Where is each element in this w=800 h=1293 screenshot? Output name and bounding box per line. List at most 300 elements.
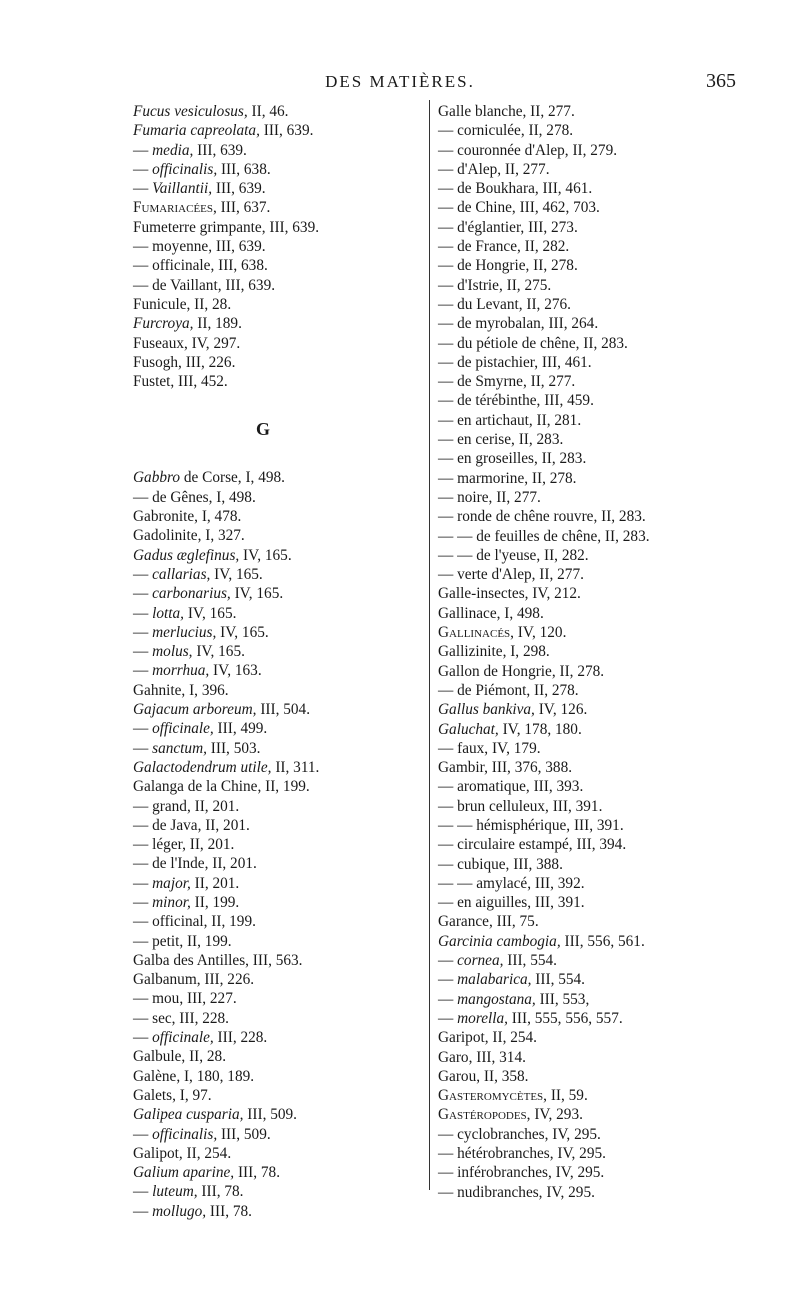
index-entry — [438, 893, 738, 912]
entry-rest: Garo, III, 314. — [438, 1048, 526, 1066]
entry-rest: III, 554. — [503, 952, 557, 970]
entry-rest: II, 311. — [271, 758, 320, 776]
entry-rest: officinale, III, 638. — [152, 257, 268, 275]
entry-lead: — — [133, 488, 153, 506]
entry-emph: Furcroya, — [133, 315, 194, 333]
entry-emph: malabarica, — [457, 971, 532, 989]
entry-lead: — — [133, 276, 153, 294]
entry-rest: IV, 120. — [513, 624, 567, 642]
index-entry — [438, 681, 738, 700]
index-entry — [133, 160, 423, 179]
entry-emph: cornea, — [457, 952, 504, 970]
entry-rest: de Boukhara, III, 461. — [457, 180, 593, 198]
index-entry — [133, 777, 423, 796]
index-entry — [133, 661, 423, 680]
entry-rest: Gabronite, I, 478. — [133, 508, 242, 526]
entry-lead: — — [438, 1125, 458, 1143]
entry-rest: III, 78. — [234, 1164, 281, 1182]
entry-lead: — — [438, 450, 458, 468]
entry-lead: — — — [438, 546, 477, 564]
entry-emph: Garcinia cambogia, — [438, 932, 561, 950]
index-entry — [438, 469, 738, 488]
index-entry — [438, 797, 738, 816]
entry-lead: — — [438, 566, 458, 584]
entry-lead: — — [133, 990, 153, 1008]
index-entry — [438, 218, 738, 237]
index-entry — [438, 488, 738, 507]
index-entry — [133, 970, 423, 989]
index-entry — [438, 527, 738, 546]
index-entry — [438, 835, 738, 854]
entry-lead: — — [438, 392, 458, 410]
index-entry — [438, 160, 738, 179]
entry-lead: — — [133, 180, 153, 198]
entry-lead: — — [133, 816, 153, 834]
entry-rest: Galanga de la Chine, II, 199. — [133, 778, 310, 796]
index-entry — [133, 989, 423, 1008]
index-entry — [438, 758, 738, 777]
index-entry — [133, 1125, 423, 1144]
index-entry — [133, 1047, 423, 1066]
entry-lead: — — [438, 353, 458, 371]
entry-rest: Funicule, II, 28. — [133, 295, 232, 313]
entry-rest: III, 554. — [531, 971, 586, 989]
index-entry — [438, 353, 738, 372]
entry-emph: carbonarius, — [152, 585, 231, 603]
entry-rest: de l'yeuse, II, 282. — [476, 546, 589, 564]
index-entry — [133, 642, 423, 661]
entry-rest: II, 201. — [190, 874, 240, 892]
index-entry — [133, 468, 423, 487]
entry-lead: — — [438, 160, 458, 178]
index-entry — [438, 430, 738, 449]
index-entry — [133, 874, 423, 893]
entry-rest: Galipot, II, 254. — [133, 1144, 232, 1162]
index-entry — [438, 662, 738, 681]
index-entry — [438, 1067, 738, 1086]
page-number: 365 — [706, 70, 736, 92]
entry-emph: morrhua, — [152, 662, 210, 680]
entry-rest: en aiguilles, III, 391. — [457, 894, 585, 912]
index-entry — [438, 179, 738, 198]
entry-rest: Galle blanche, II, 277. — [438, 103, 575, 120]
index-entry — [438, 874, 738, 893]
index-column-left — [133, 102, 423, 1221]
index-entry — [133, 1009, 423, 1028]
index-entry — [133, 719, 423, 738]
entry-rest: III, 638. — [217, 160, 271, 178]
entry-lead: — — [133, 160, 153, 178]
index-entry — [438, 777, 738, 796]
index-entry — [133, 1067, 423, 1086]
entry-emph: Gabbro — [133, 469, 181, 487]
entry-lead: — — — [438, 527, 477, 545]
page-header — [0, 72, 800, 96]
index-entry — [438, 1086, 738, 1105]
index-entry — [133, 893, 423, 912]
entry-rest: Gambir, III, 376, 388. — [438, 759, 573, 777]
entry-lead: — — [133, 585, 153, 603]
entry-lead: — — [438, 1145, 458, 1163]
entry-lead: — — [438, 778, 458, 796]
entry-lead: — — [133, 238, 153, 256]
entry-rest: III, 637. — [216, 199, 271, 217]
entry-rest: officinal, II, 199. — [152, 913, 256, 931]
entry-lead: — — [133, 1029, 153, 1047]
index-entry — [438, 816, 738, 835]
entry-rest: IV, 165. — [230, 585, 284, 603]
index-entry — [133, 1086, 423, 1105]
entry-lead: — — [438, 218, 458, 236]
index-entry — [438, 1009, 738, 1028]
index-entry — [133, 218, 423, 237]
entry-rest: inférobranches, IV, 295. — [457, 1164, 605, 1182]
index-entry — [438, 970, 738, 989]
entry-lead: — — [438, 122, 458, 140]
index-entry — [133, 816, 423, 835]
index-entry — [133, 623, 423, 642]
entry-rest: Gallinace, I, 498. — [438, 604, 544, 622]
entry-rest: de Chine, III, 462, 703. — [457, 199, 600, 217]
entry-rest: de Smyrne, II, 277. — [457, 373, 576, 391]
index-entry — [438, 720, 738, 739]
entry-lead: — — [133, 1202, 153, 1220]
running-title: DES MATIÈRES. — [325, 72, 475, 91]
entry-emph: Gajacum arboreum, — [133, 701, 257, 719]
entry-rest: III, 639. — [259, 122, 314, 140]
entry-emph: officinalis, — [152, 1125, 218, 1143]
entry-rest: cubique, III, 388. — [457, 855, 563, 873]
index-entry — [438, 411, 738, 430]
entry-rest: Galets, I, 97. — [133, 1086, 212, 1104]
entry-lead: — — [438, 488, 458, 506]
entry-lead: — — [438, 180, 458, 198]
index-entry — [133, 1105, 423, 1124]
index-entry — [133, 276, 423, 295]
entry-emph: minor, — [152, 893, 191, 911]
index-entry — [438, 276, 738, 295]
entry-rest: III, 504. — [256, 701, 311, 719]
entry-lead: — — [438, 469, 458, 487]
entry-lead: — — [438, 739, 458, 757]
entry-rest: de Corse, I, 498. — [180, 469, 285, 487]
index-entry — [438, 642, 738, 661]
index-entry — [133, 198, 423, 217]
entry-rest: III, 509. — [243, 1106, 298, 1124]
index-entry — [133, 334, 423, 353]
entry-emph: Galactodendrum utile, — [133, 758, 272, 776]
index-entry — [438, 334, 738, 353]
entry-emph: major, — [152, 874, 191, 892]
index-entry — [438, 449, 738, 468]
entry-lead: — — [438, 276, 458, 294]
entry-lead: — — [133, 836, 153, 854]
index-entry — [133, 353, 423, 372]
index-entry — [438, 1183, 738, 1202]
entry-lead: — — [438, 238, 458, 256]
entry-rest: de Gênes, I, 498. — [152, 488, 256, 506]
entry-rest: Garance, III, 75. — [438, 913, 539, 931]
entry-rest: Fustet, III, 452. — [133, 373, 228, 391]
index-entry — [438, 951, 738, 970]
index-entry — [133, 488, 423, 507]
entry-lead: — — [133, 1183, 153, 1201]
entry-lead: — — [438, 836, 458, 854]
entry-rest: d'églantier, III, 273. — [457, 218, 578, 236]
entry-rest: de l'Inde, II, 201. — [152, 855, 257, 873]
entry-lead: — — [438, 681, 458, 699]
index-entry — [438, 372, 738, 391]
entry-rest: Fumeterre grimpante, III, 639. — [133, 218, 320, 236]
entry-rest: hémisphérique, III, 391. — [476, 816, 624, 834]
index-entry — [133, 700, 423, 719]
index-column-right — [438, 102, 738, 1202]
index-entry — [133, 526, 423, 545]
entry-rest: de feuilles de chêne, II, 283. — [476, 527, 650, 545]
entry-lead: — — [438, 295, 458, 313]
entry-rest: ronde de chêne rouvre, II, 283. — [457, 508, 646, 526]
entry-rest: IV, 163. — [209, 662, 262, 680]
entry-emph: Galuchat, — [438, 720, 499, 738]
entry-lead: — — [438, 199, 458, 217]
entry-lead: — — [133, 1009, 153, 1027]
entry-rest: IV, 165. — [239, 546, 292, 564]
entry-emph: lotta, — [152, 604, 184, 622]
entry-rest: II, 46. — [247, 103, 289, 120]
entry-rest: corniculée, II, 278. — [457, 122, 574, 140]
entry-rest: en artichaut, II, 281. — [457, 411, 582, 429]
entry-lead: — — [133, 720, 153, 738]
entry-lead: — — — [438, 874, 477, 892]
entry-rest: III, 639. — [212, 180, 266, 198]
entry-emph: officinale, — [152, 1029, 214, 1047]
entry-rest: Galbule, II, 28. — [133, 1048, 227, 1066]
entry-rest: petit, II, 199. — [152, 932, 232, 950]
index-entry — [438, 546, 738, 565]
entry-rest: IV, 165. — [216, 623, 269, 641]
index-entry — [438, 391, 738, 410]
index-entry — [438, 507, 738, 526]
entry-rest: Gadolinite, I, 327. — [133, 527, 245, 545]
entry-rest: Galba des Antilles, III, 563. — [133, 951, 303, 969]
index-entry — [438, 295, 738, 314]
entry-lead: — — [133, 623, 153, 641]
index-entry — [133, 1028, 423, 1047]
column-divider — [429, 100, 430, 1190]
entry-emph: Gadus æglefinus, — [133, 546, 240, 564]
entry-rest: IV, 178, 180. — [498, 720, 582, 738]
entry-rest: Galbanum, III, 226. — [133, 971, 255, 989]
entry-rest: Galle-insectes, IV, 212. — [438, 585, 581, 603]
entry-rest: en groseilles, II, 283. — [457, 450, 587, 468]
index-entry — [438, 565, 738, 584]
index-entry — [133, 739, 423, 758]
entry-rest: de térébinthe, III, 459. — [457, 392, 594, 410]
entry-emph: mollugo, — [152, 1202, 207, 1220]
entry-rest: grand, II, 201. — [152, 797, 240, 815]
index-entry — [133, 256, 423, 275]
entry-lead: — — [438, 257, 458, 275]
entry-rest: brun celluleux, III, 391. — [457, 797, 603, 815]
entry-rest: Garipot, II, 254. — [438, 1029, 537, 1047]
entry-sc: Gasteromycètes, — [438, 1087, 547, 1105]
index-entry — [438, 198, 738, 217]
entry-rest: III, 78. — [206, 1202, 252, 1220]
entry-rest: du pétiole de chêne, II, 283. — [457, 334, 628, 352]
entry-emph: Gallus bankiva, — [438, 701, 535, 719]
entry-rest: verte d'Alep, II, 277. — [457, 566, 584, 584]
index-entry — [438, 256, 738, 275]
entry-emph: morella, — [457, 1009, 508, 1027]
index-entry — [133, 295, 423, 314]
section-letter: G — [255, 419, 270, 440]
index-entry — [133, 835, 423, 854]
index-entry — [438, 739, 738, 758]
entry-rest: III, 228. — [213, 1029, 268, 1047]
entry-rest: III, 509. — [217, 1125, 271, 1143]
entry-lead: — — [133, 913, 153, 931]
entry-lead: — — [438, 411, 458, 429]
entry-emph: mangostana, — [457, 990, 536, 1008]
entry-rest: II, 199. — [190, 893, 240, 911]
entry-rest: couronnée d'Alep, II, 279. — [457, 141, 618, 159]
entry-rest: Fusogh, III, 226. — [133, 353, 236, 371]
entry-lead: — — [133, 874, 153, 892]
entry-rest: de Hongrie, II, 278. — [457, 257, 578, 275]
entry-emph: Galium aparine, — [133, 1164, 235, 1182]
entry-rest: de Vaillant, III, 639. — [152, 276, 276, 294]
entry-lead: — — [438, 1009, 458, 1027]
entry-rest: de France, II, 282. — [457, 238, 570, 256]
index-entry — [438, 141, 738, 160]
entry-emph: Galipea cusparia, — [133, 1106, 244, 1124]
entry-emph: officinalis, — [152, 160, 218, 178]
index-entry — [133, 179, 423, 198]
index-entry — [133, 932, 423, 951]
entry-lead: — — [133, 855, 153, 873]
index-entry — [438, 1105, 738, 1124]
entry-rest: moyenne, III, 639. — [152, 238, 266, 256]
entry-rest: Gallizinite, I, 298. — [438, 643, 550, 661]
index-entry — [438, 314, 738, 333]
index-entry — [438, 237, 738, 256]
entry-lead: — — [438, 508, 458, 526]
entry-lead: — — [133, 257, 153, 275]
entry-emph: Fucus vesiculosus, — [133, 103, 248, 120]
entry-rest: de Java, II, 201. — [152, 816, 250, 834]
entry-rest: Galène, I, 180, 189. — [133, 1067, 255, 1085]
entry-rest: III, 503. — [206, 739, 261, 757]
entry-rest: IV, 165. — [184, 604, 237, 622]
entry-lead: — — [438, 894, 458, 912]
index-entry — [438, 121, 738, 140]
entry-lead: — — [438, 141, 458, 159]
entry-lead: — — [438, 334, 458, 352]
index-entry — [133, 1182, 423, 1201]
index-entry — [133, 237, 423, 256]
entry-rest: faux, IV, 179. — [457, 739, 541, 757]
index-entry — [438, 932, 738, 951]
entry-rest: III, 639. — [193, 141, 247, 159]
index-entry — [438, 1048, 738, 1067]
index-entry — [133, 1163, 423, 1182]
index-entry — [133, 797, 423, 816]
entry-rest: marmorine, II, 278. — [457, 469, 577, 487]
entry-sc: Fumariacées, — [133, 199, 217, 217]
entry-lead: — — [438, 315, 458, 333]
entry-lead: — — [438, 1183, 458, 1201]
index-entry — [133, 102, 423, 121]
entry-lead: — — [133, 565, 153, 583]
entry-rest: III, 555, 556, 557. — [507, 1009, 623, 1027]
index-entry — [133, 507, 423, 526]
index-entry — [133, 584, 423, 603]
index-entry — [133, 854, 423, 873]
entry-rest: léger, II, 201. — [152, 836, 235, 854]
entry-lead: — — [438, 990, 458, 1008]
entry-rest: amylacé, III, 392. — [476, 874, 585, 892]
entry-lead: — — [133, 1125, 153, 1143]
entry-lead: — — [438, 971, 458, 989]
entry-emph: sanctum, — [152, 739, 207, 757]
entry-lead: — — [133, 739, 153, 757]
entry-emph: media, — [152, 141, 194, 159]
entry-rest: du Levant, II, 276. — [457, 295, 571, 313]
entry-rest: en cerise, II, 283. — [457, 431, 564, 449]
index-entry — [438, 623, 738, 642]
entry-lead: — — [438, 1164, 458, 1182]
index-entry — [438, 102, 738, 121]
entry-rest: Fuseaux, IV, 297. — [133, 334, 241, 352]
index-entry — [438, 990, 738, 1009]
entry-rest: III, 553, — [535, 990, 590, 1008]
entry-rest: IV, 165. — [210, 565, 263, 583]
index-entry — [438, 855, 738, 874]
entry-emph: merlucius, — [152, 623, 217, 641]
entry-lead: — — [133, 141, 153, 159]
index-entry — [133, 951, 423, 970]
entry-lead: — — [438, 952, 458, 970]
entry-rest: noire, II, 277. — [457, 488, 541, 506]
index-entry — [438, 1125, 738, 1144]
index-entry — [133, 681, 423, 700]
entry-rest: Gahnite, I, 396. — [133, 681, 229, 699]
entry-emph: officinale, — [152, 720, 214, 738]
entry-rest: II, 189. — [193, 315, 242, 333]
entry-rest: d'Istrie, II, 275. — [457, 276, 552, 294]
entry-lead: — — [133, 662, 153, 680]
index-entry — [133, 141, 423, 160]
index-entry — [438, 604, 738, 623]
entry-rest: Garou, II, 358. — [438, 1067, 529, 1085]
entry-lead: — — [438, 855, 458, 873]
entry-lead: — — [438, 431, 458, 449]
entry-rest: III, 499. — [213, 720, 268, 738]
entry-emph: Vaillantii, — [152, 180, 213, 198]
entry-rest: hétérobranches, IV, 295. — [457, 1145, 606, 1163]
entry-lead: — — [133, 604, 153, 622]
entry-rest: III, 556, 561. — [560, 932, 645, 950]
entry-rest: sec, III, 228. — [152, 1009, 230, 1027]
index-entry — [438, 912, 738, 931]
index-entry — [438, 584, 738, 603]
entry-rest: de myrobalan, III, 264. — [457, 315, 599, 333]
index-entry — [133, 565, 423, 584]
index-entry — [133, 1144, 423, 1163]
entry-rest: IV, 165. — [192, 643, 245, 661]
index-entry — [133, 372, 423, 391]
index-entry — [133, 758, 423, 777]
